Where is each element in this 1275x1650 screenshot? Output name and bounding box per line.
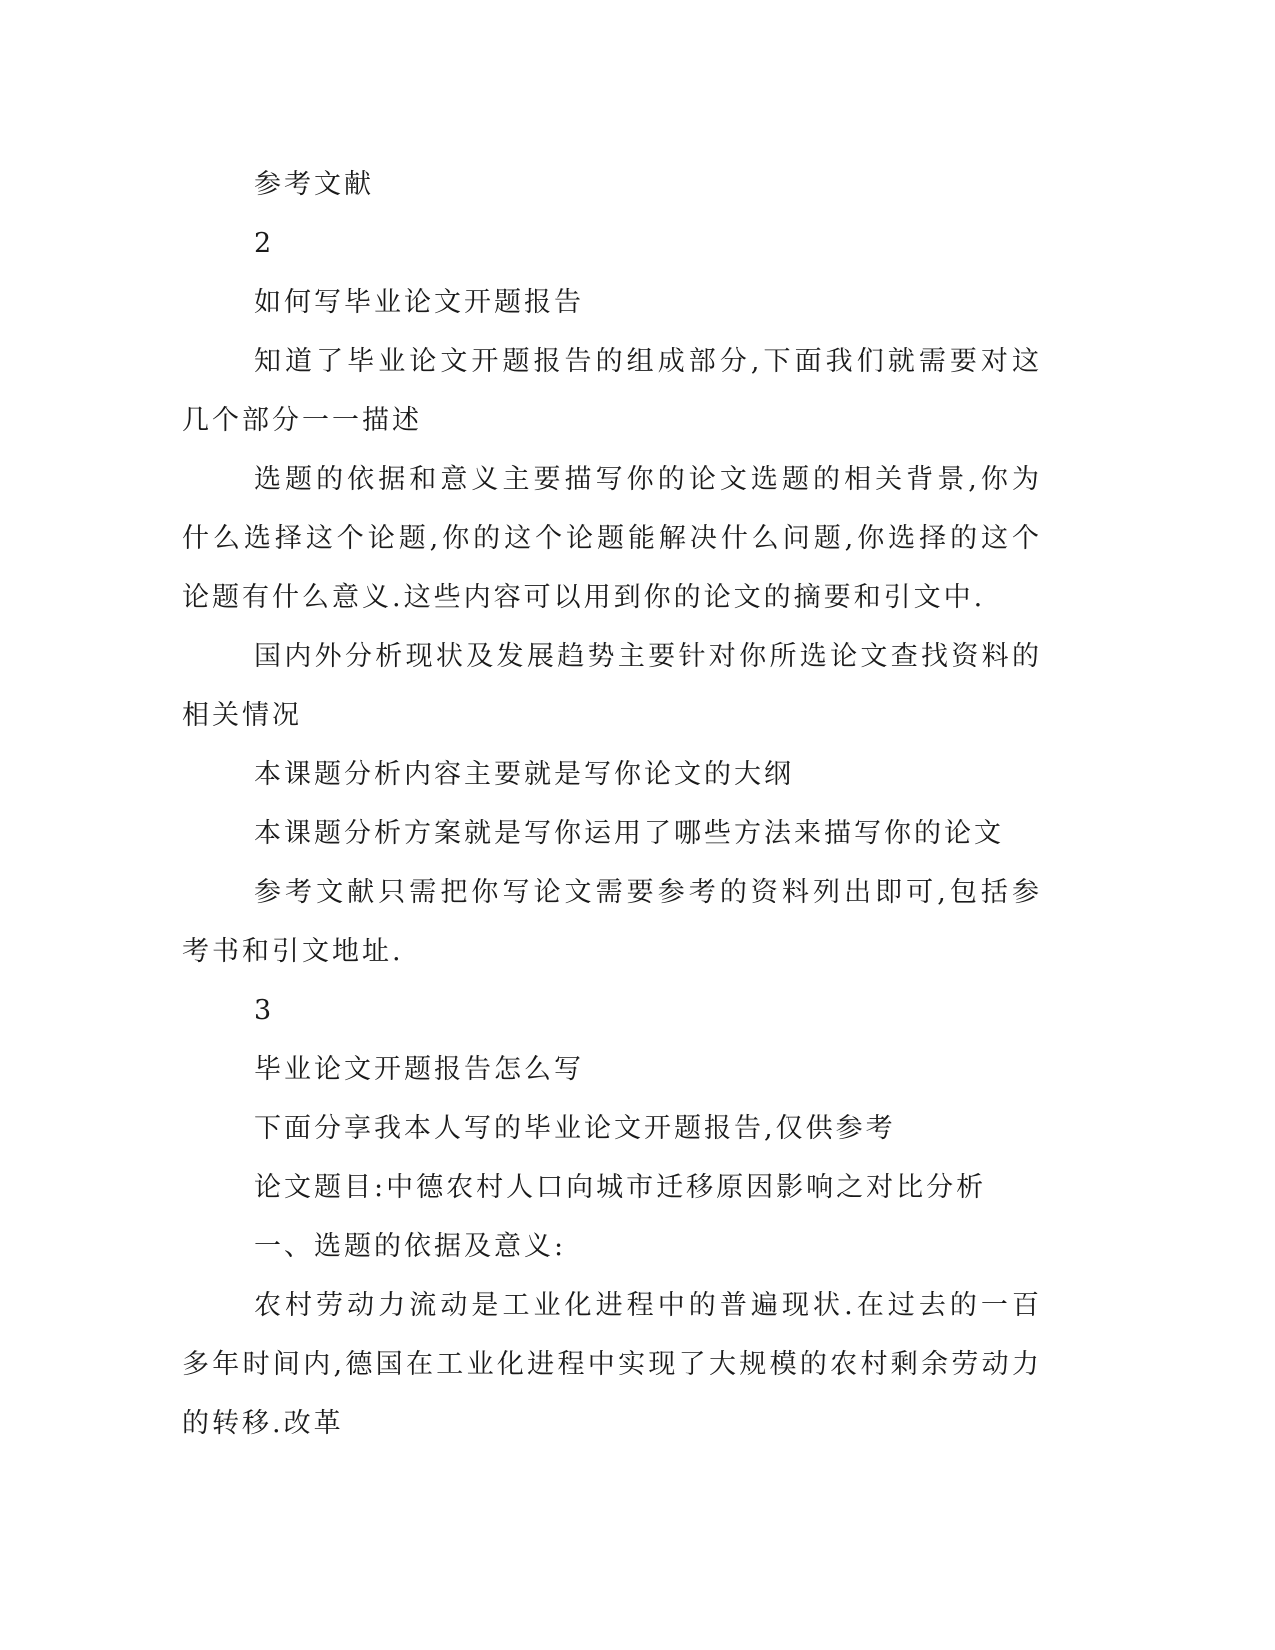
document-body <box>182 155 1042 1453</box>
section-title-how-to-write: 如何写毕业论文开题报告 <box>254 287 584 318</box>
paragraph-thesis-title: 论文题目:中德农村人口向城市迁移原因影响之对比分析 <box>254 1172 987 1203</box>
paragraph-analysis-content: 本课题分析内容主要就是写你论文的大纲 <box>254 759 794 790</box>
paragraph-intro: 知道了毕业论文开题报告的组成部分,下面我们就需要对这几个部分一一描述 <box>182 346 1042 436</box>
subheading-basis-significance: 一、选题的依据及意义: <box>254 1231 567 1262</box>
paragraph-analysis-plan: 本课题分析方案就是写你运用了哪些方法来描写你的论文 <box>254 818 1004 849</box>
paragraph-references-heading: 参考文献 <box>254 169 374 200</box>
section-number-2: 2 <box>254 228 275 259</box>
section-number-3: 3 <box>254 995 275 1026</box>
paragraph-sharing: 下面分享我本人写的毕业论文开题报告,仅供参考 <box>254 1113 896 1144</box>
paragraph-basis-significance: 选题的依据和意义主要描写你的论文选题的相关背景,你为什么选择这个论题,你的这个论题能解决什么问题,你选择的这个论题有什么意义.这些内容可以用到你的论文的摘要和引文中. <box>182 464 1042 613</box>
section-title-how-to: 毕业论文开题报告怎么写 <box>254 1054 584 1085</box>
paragraph-rural-labor: 农村劳动力流动是工业化进程中的普遍现状.在过去的一百多年时间内,德国在工业化进程中实现了大规模的农村剩余劳动力的转移.改革 <box>182 1290 1042 1439</box>
paragraph-status-trends: 国内外分析现状及发展趋势主要针对你所选论文查找资料的相关情况 <box>182 641 1042 731</box>
paragraph-references-note: 参考文献只需把你写论文需要参考的资料列出即可,包括参考书和引文地址. <box>182 877 1042 967</box>
